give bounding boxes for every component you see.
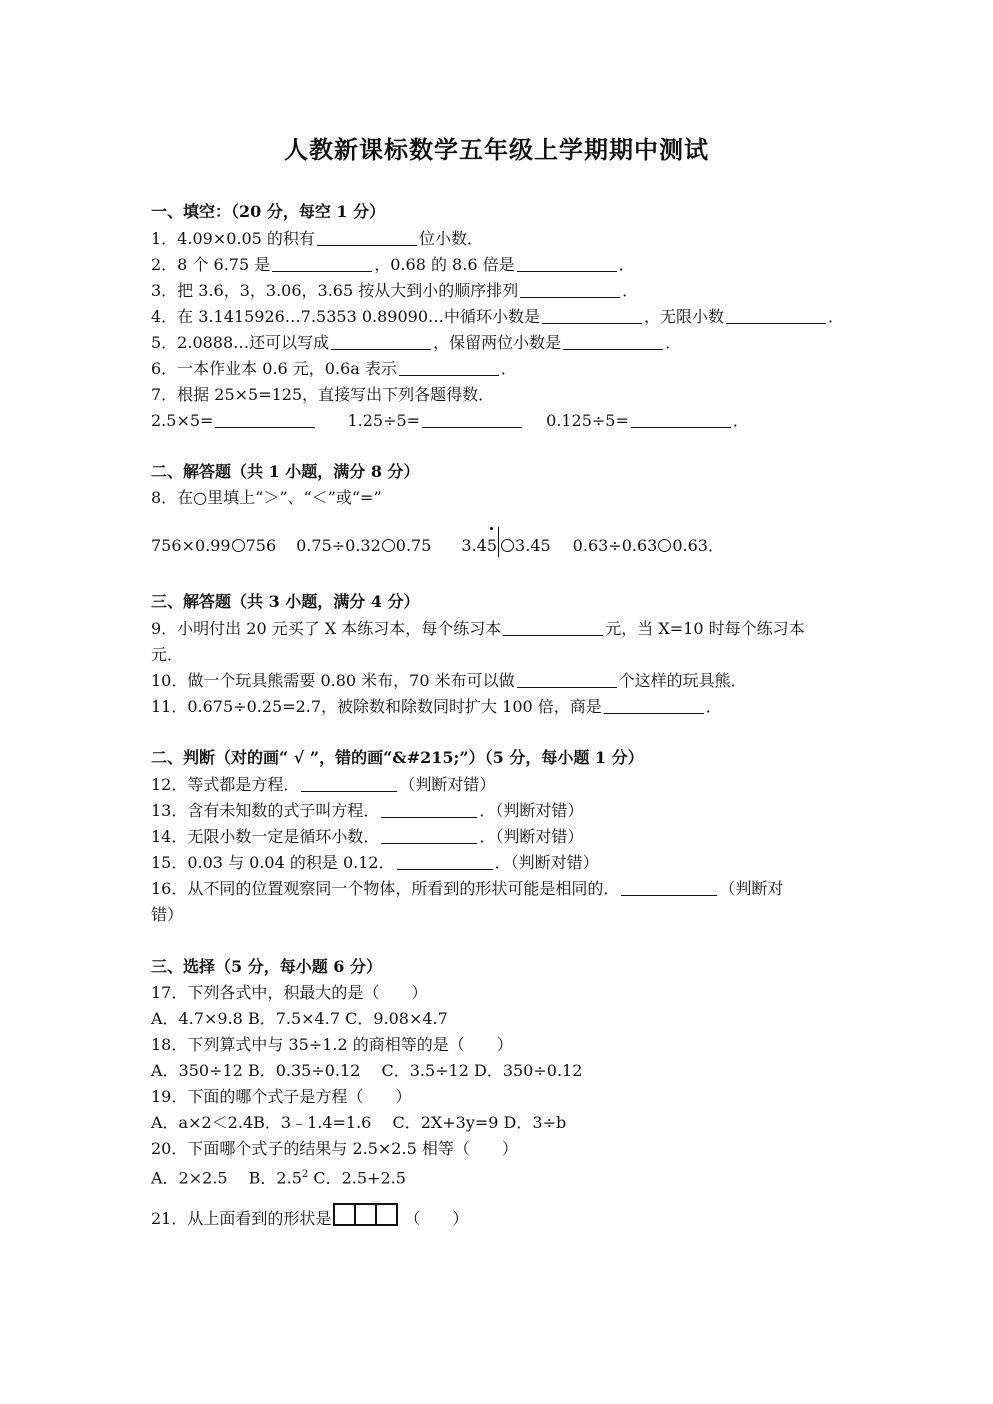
compare-circle[interactable] xyxy=(658,539,671,552)
question-1: 1．4.09×0.05 的积有 位小数． xyxy=(151,229,483,248)
section-2-heading: 二、解答题（共 1 小题，满分 8 分） xyxy=(151,462,420,481)
question-20: 20．下面哪个式子的结果与 2.5×2.5 相等（ ） xyxy=(151,1139,518,1158)
compare-circle[interactable] xyxy=(501,539,514,552)
question-4: 4．在 3.1415926…7.5353 0.89090…中循环小数是 ，无限小数 ． xyxy=(151,307,845,326)
answer-blank[interactable] xyxy=(726,308,826,324)
page-title: 人教新课标数学五年级上学期期中测试 xyxy=(284,135,709,164)
section-1-heading: 一、填空：（20 分，每空 1 分） xyxy=(151,202,386,221)
question-8-items: 756×0.99 756 0.75÷0.32 0.75 3.4 5 3.45 0.63÷0.63 0.63． xyxy=(151,527,724,557)
answer-blank[interactable] xyxy=(422,412,522,428)
question-6: 6．一本作业本 0.6 元，0.6a 表示 ． xyxy=(151,359,517,378)
section-4-heading: 二、判断（对的画“ √ ”，错的画“&#215;”）（5 分，每小题 1 分） xyxy=(151,748,644,767)
answer-blank[interactable] xyxy=(317,230,417,246)
answer-blank[interactable] xyxy=(631,412,731,428)
answer-blank[interactable] xyxy=(399,360,499,376)
question-19: 19．下面的哪个式子是方程（ ） xyxy=(151,1087,412,1106)
answer-blank[interactable] xyxy=(604,698,704,714)
answer-blank[interactable] xyxy=(621,880,717,896)
answer-blank[interactable] xyxy=(503,620,603,636)
answer-blank[interactable] xyxy=(563,334,663,350)
compare-circle[interactable] xyxy=(382,539,395,552)
question-9: 9．小明付出 20 元买了 X 本练习本，每个练习本 元，当 X=10 时每个练习本 xyxy=(151,619,805,638)
recurring-digit: 5 xyxy=(487,536,497,556)
question-18-options: A．350÷12 B．0.35÷0.12 C．3.5÷12 D．350÷0.12 xyxy=(151,1061,583,1080)
answer-blank[interactable] xyxy=(397,854,493,870)
question-9-cont: 元． xyxy=(151,645,184,664)
three-squares-figure xyxy=(333,1203,398,1226)
answer-blank[interactable] xyxy=(381,828,477,844)
question-7: 7．根据 25×5=125，直接写出下列各题得数． xyxy=(151,385,495,404)
question-10: 10．做一个玩具熊需要 0.80 米布，70 米布可以做 个这样的玩具熊． xyxy=(151,671,747,690)
section-5-heading: 三、选择（5 分，每小题 6 分） xyxy=(151,957,382,976)
question-11: 11．0.675÷0.25=2.7，被除数和除数同时扩大 100 倍，商是 ． xyxy=(151,697,722,716)
question-14: 14．无限小数一定是循环小数． ．（判断对错） xyxy=(151,827,584,846)
question-15: 15．0.03 与 0.04 的积是 0.12． ．（判断对错） xyxy=(151,853,599,872)
text-cursor xyxy=(498,527,499,557)
question-18: 18．下列算式中与 35÷1.2 的商相等的是（ ） xyxy=(151,1035,513,1054)
answer-blank[interactable] xyxy=(301,776,397,792)
question-8: 8．在○里填上“＞”、“＜”或“=” xyxy=(151,488,382,507)
answer-blank[interactable] xyxy=(381,802,477,818)
question-20-options: A．2×2.5 B．$2.5^2$ C．2.5+2.5 xyxy=(151,1168,406,1188)
question-5: 5．2.0888…还可以写成 ，保留两位小数是 ． xyxy=(151,333,682,352)
answer-blank[interactable] xyxy=(542,308,642,324)
question-19-options: A．a×2＜2.4B．3﹣1.4=1.6 C．2X+3y=9 D．3÷b xyxy=(151,1113,567,1132)
question-17-options: A．4.7×9.8 B．7.5×4.7 C．9.08×4.7 xyxy=(151,1009,448,1028)
question-12: 12．等式都是方程． （判断对错） xyxy=(151,775,496,794)
recurring-dot xyxy=(490,527,493,530)
answer-blank[interactable] xyxy=(272,256,372,272)
answer-blank[interactable] xyxy=(517,672,617,688)
question-13: 13．含有未知数的式子叫方程． ．（判断对错） xyxy=(151,801,584,820)
compare-circle[interactable] xyxy=(232,539,245,552)
question-2: 2．8 个 6.75 是 ，0.68 的 8.6 倍是 ． xyxy=(151,255,635,274)
question-21: 21．从上面看到的形状是 （ ） xyxy=(151,1203,468,1229)
answer-blank[interactable] xyxy=(331,334,431,350)
question-16-cont: 错） xyxy=(151,905,184,924)
question-17: 17．下列各式中，积最大的是（ ） xyxy=(151,983,428,1002)
question-7-items: 2.5×5= 1.25÷5= 0.125÷5= ． xyxy=(151,411,749,430)
question-3: 3．把 3.6，3，3.06，3.65 按从大到小的顺序排列 ． xyxy=(151,281,639,300)
answer-blank[interactable] xyxy=(215,412,315,428)
question-16: 16．从不同的位置观察同一个物体，所看到的形状可能是相同的． （判断对 xyxy=(151,879,784,898)
answer-blank[interactable] xyxy=(517,256,617,272)
answer-blank[interactable] xyxy=(520,282,620,298)
section-3-heading: 三、解答题（共 3 小题，满分 4 分） xyxy=(151,592,420,611)
